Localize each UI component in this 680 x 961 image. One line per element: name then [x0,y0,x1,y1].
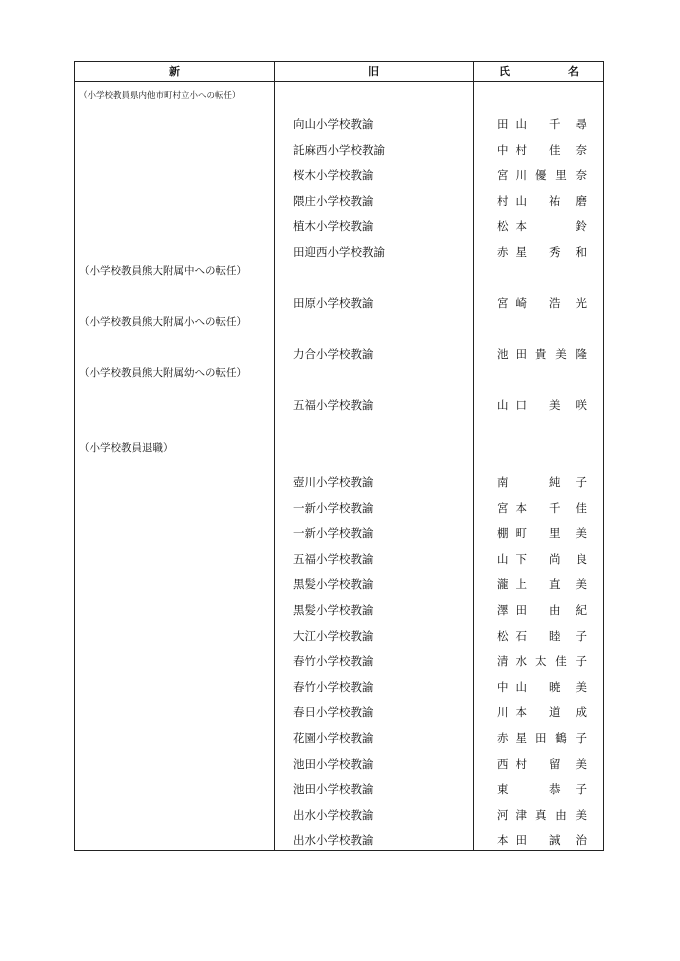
former-position: 黒髪小学校教諭 [293,577,374,592]
table-row [75,831,603,849]
surname-char: 本 [515,219,527,234]
given-char: 尚 [549,551,561,566]
table-row [75,192,603,210]
surname-char: 山 [515,193,527,208]
surname [497,217,527,235]
person-name [497,115,587,133]
given-name [549,115,587,133]
surname [497,575,527,593]
given-name [549,831,587,849]
person-name [497,550,587,568]
person-name [497,217,587,235]
given-name [535,652,587,670]
given-name [549,192,587,210]
surname-char: 本 [497,833,509,848]
given-char: 成 [575,705,587,720]
given-char: 誠 [549,833,561,848]
surname-char: 中 [497,142,509,157]
given-char: 純 [549,475,561,489]
surname-char: 山 [515,117,527,131]
given-name [549,243,587,261]
surname-char: 本 [515,500,527,515]
surname-char: 山 [497,551,509,566]
given-name [549,575,587,593]
surname-char: 上 [515,577,527,592]
surname [497,473,509,491]
given-char: 真 [535,807,547,822]
surname-char: 宮 [497,168,509,183]
given-char: 恭 [549,782,561,797]
given-char: 尋 [575,117,587,131]
former-position: 花園小学校教諭 [293,731,374,745]
surname [497,831,527,849]
given-char: 由 [555,807,567,822]
given-char: 和 [575,245,587,259]
person-name [497,575,587,593]
surname-char: 松 [497,628,509,643]
surname-char: 本 [515,705,527,720]
surname [497,141,527,159]
surname-char: 口 [515,398,527,412]
given-char: 光 [575,296,587,310]
table-row [75,141,603,159]
surname [497,294,527,312]
given-char: 秀 [549,245,561,259]
surname-char: 水 [515,654,527,669]
surname-char: 山 [515,679,527,694]
table-row [75,499,603,517]
given-char: 隆 [575,347,587,361]
table-row [75,780,603,798]
person-name [497,141,587,159]
person-name [497,524,587,542]
former-position: 田原小学校教諭 [293,296,374,310]
former-position: 向山小学校教諭 [293,117,374,131]
given-name [549,780,587,798]
former-position: 壺川小学校教諭 [293,475,374,489]
given-char: 田 [535,731,547,745]
surname-char: 町 [515,526,527,541]
table-row [75,396,603,414]
given-name [549,703,587,721]
surname-char: 田 [515,347,527,361]
person-name [497,243,587,261]
surname-char: 星 [515,731,527,745]
person-name [497,601,587,619]
person-name [497,166,587,184]
table-row [75,345,603,363]
table-row [75,166,603,184]
given-char: 貴 [535,347,547,361]
given-char: 暁 [549,679,561,694]
given-char: 紀 [575,603,587,617]
given-char: 里 [549,526,561,541]
table-row [75,473,603,491]
former-position: 池田小学校教諭 [293,782,374,797]
surname-char: 川 [515,168,527,183]
surname-char: 清 [497,654,509,669]
surname [497,601,527,619]
given-name [549,294,587,312]
former-position: 植木小学校教諭 [293,219,374,234]
given-char: 鶴 [555,731,567,745]
surname-char: 宮 [497,500,509,515]
surname [497,524,527,542]
surname [497,345,527,363]
former-position: 黒髪小学校教諭 [293,603,374,617]
table-row [75,217,603,235]
former-position: 五福小学校教諭 [293,398,374,412]
person-name [497,345,587,363]
surname [497,703,527,721]
section-label: （小学校教員熊大附属幼への転任） [79,367,247,379]
former-position: 出水小学校教諭 [293,807,374,822]
person-name [497,652,587,670]
table-row [75,550,603,568]
surname [497,396,527,414]
section-label: （小学校教員熊大附属小への転任） [79,316,247,328]
surname-char: 川 [497,705,509,720]
given-name [535,166,587,184]
given-name [549,550,587,568]
header-old: 旧 [368,65,379,78]
given-char: 祐 [549,193,561,208]
person-name [497,755,587,773]
given-char: 道 [549,705,561,720]
given-char: 直 [549,577,561,592]
former-position: 大江小学校教諭 [293,628,374,643]
header-new: 新 [169,65,180,78]
surname-char: 石 [515,628,527,643]
person-name [497,780,587,798]
given-name [549,473,587,491]
given-name [535,806,587,824]
given-char: 奈 [575,168,587,183]
former-position: 春竹小学校教諭 [293,679,374,694]
given-char: 美 [575,526,587,541]
surname-char: 西 [497,756,509,771]
surname-char: 崎 [515,296,527,310]
surname-char: 瀧 [497,577,509,592]
given-char: 治 [575,833,587,848]
surname-char: 松 [497,219,509,234]
given-char: 太 [535,654,547,669]
given-char: 千 [549,500,561,515]
surname [497,166,527,184]
former-position: 一新小学校教諭 [293,526,374,541]
table-row [75,115,603,133]
header-name [473,62,605,81]
former-position: 桜木小学校教諭 [293,168,374,183]
given-char: 良 [575,551,587,566]
table-row [75,806,603,824]
given-name [549,678,587,696]
given-char: 美 [555,347,567,361]
surname-char: 田 [515,603,527,617]
given-name [549,217,587,235]
given-name [549,499,587,517]
person-name [497,294,587,312]
surname [497,729,527,747]
given-name [549,601,587,619]
person-name [497,703,587,721]
table-row [75,294,603,312]
surname [497,627,527,645]
table-row [75,601,603,619]
table-row [75,627,603,645]
section-label: （小学校教員熊大附属中への転任） [79,265,247,277]
given-char: 浩 [549,296,561,310]
person-name [497,627,587,645]
surname [497,192,527,210]
given-char: 奈 [575,142,587,157]
former-position: 五福小学校教諭 [293,551,374,566]
given-name [549,755,587,773]
given-char: 子 [575,654,587,669]
surname-char: 赤 [497,245,509,259]
former-position: 一新小学校教諭 [293,500,374,515]
given-name [549,524,587,542]
table-row [75,755,603,773]
surname [497,780,509,798]
person-name [497,473,587,491]
table-row [75,524,603,542]
former-position: 春竹小学校教諭 [293,654,374,669]
given-char: 咲 [575,398,587,412]
surname-char: 棚 [497,526,509,541]
surname [497,755,527,773]
surname [497,243,527,261]
given-char: 睦 [549,628,561,643]
table-row [75,729,603,747]
table-row [75,703,603,721]
surname [497,499,527,517]
surname-char: 村 [515,142,527,157]
former-position: 隈庄小学校教諭 [293,193,374,208]
surname [497,678,527,696]
person-name [497,831,587,849]
surname-char: 田 [497,117,509,131]
surname-char: 中 [497,679,509,694]
surname-char: 山 [497,398,509,412]
given-char: 千 [549,117,561,131]
section-label: （小学校教員退職） [79,442,174,454]
table-row [75,575,603,593]
given-char: 里 [555,168,567,183]
former-position: 力合小学校教諭 [293,347,374,361]
given-char: 美 [549,398,561,412]
personnel-table [74,61,604,851]
table-row [75,652,603,670]
surname-char: 田 [515,833,527,848]
surname-char: 東 [497,782,509,797]
surname [497,115,527,133]
person-name [497,678,587,696]
person-name [497,806,587,824]
given-name [535,345,587,363]
given-char: 佳 [555,654,567,669]
surname-char: 南 [497,475,509,489]
person-name [497,396,587,414]
person-name [497,192,587,210]
surname-char: 河 [497,807,509,822]
given-char: 佳 [575,500,587,515]
surname-char: 下 [515,551,527,566]
former-position: 池田小学校教諭 [293,756,374,771]
given-char: 子 [575,628,587,643]
surname-char: 澤 [497,603,509,617]
given-char: 佳 [549,142,561,157]
surname-char: 赤 [497,731,509,745]
given-char: 美 [575,807,587,822]
person-name [497,499,587,517]
given-name [549,141,587,159]
given-char: 鈴 [575,219,587,234]
header-name-part: 名 [568,65,579,78]
given-char: 子 [575,782,587,797]
given-name [535,729,587,747]
header-divider [75,81,603,82]
given-char: 美 [575,756,587,771]
surname [497,652,527,670]
surname [497,550,527,568]
person-name [497,729,587,747]
surname-char: 宮 [497,296,509,310]
header-name-part: 氏 [499,65,510,78]
table-row [75,243,603,261]
surname [497,806,527,824]
table-row [75,678,603,696]
surname-char: 池 [497,347,509,361]
given-name [549,396,587,414]
given-char: 子 [575,475,587,489]
former-position: 春日小学校教諭 [293,705,374,720]
surname-char: 村 [515,756,527,771]
given-char: 留 [549,756,561,771]
section-label: （小学校教員県内他市町村立小への転任） [79,91,241,101]
given-char: 美 [575,679,587,694]
given-char: 美 [575,577,587,592]
surname-char: 津 [515,807,527,822]
given-char: 由 [549,603,561,617]
former-position: 田迎西小学校教諭 [293,245,385,259]
surname-char: 村 [497,193,509,208]
given-char: 優 [535,168,547,183]
given-char: 子 [575,731,587,745]
given-char: 磨 [575,193,587,208]
former-position: 託麻西小学校教諭 [293,142,385,157]
surname-char: 星 [515,245,527,259]
given-name [549,627,587,645]
former-position: 出水小学校教諭 [293,833,374,848]
